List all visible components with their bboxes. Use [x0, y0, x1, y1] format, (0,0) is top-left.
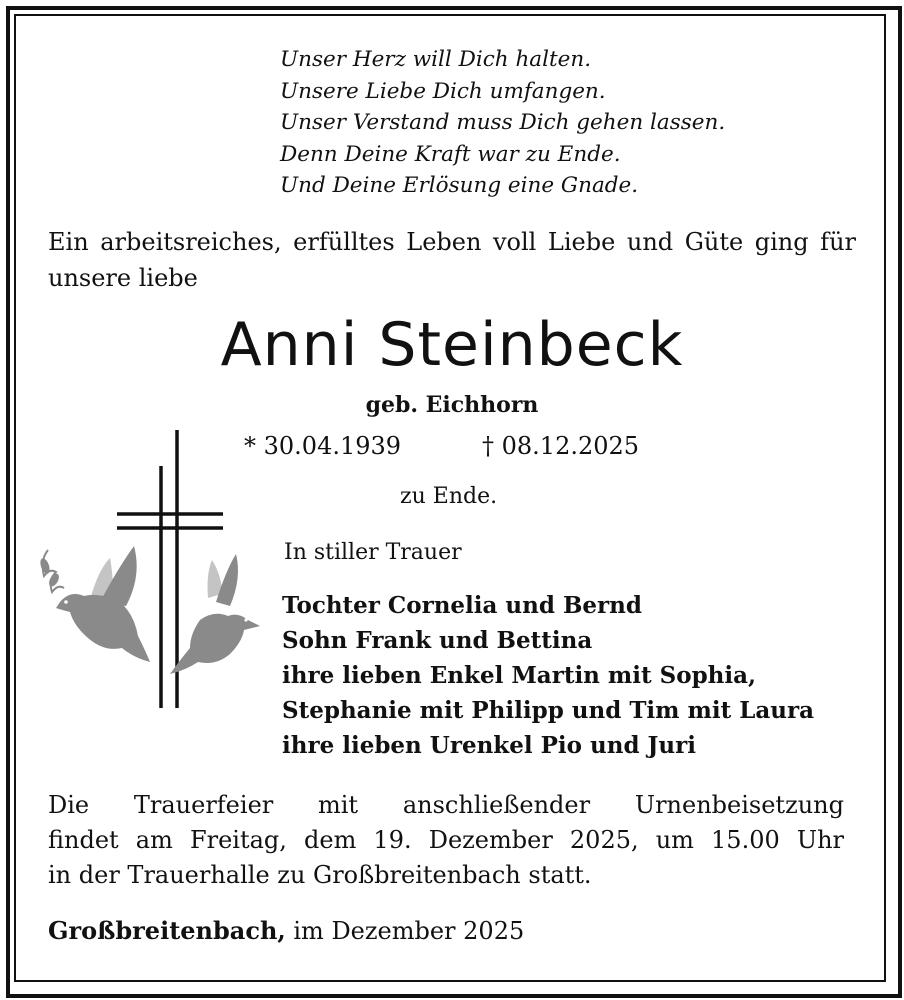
signature-place: Großbreitenbach, — [48, 916, 286, 945]
poem-line: Unser Verstand muss Dich gehen lassen. — [280, 110, 726, 135]
closing-text: zu Ende. — [400, 484, 498, 509]
intro-text: Ein arbeitsreiches, erfülltes Leben voll Liebe und Güte ging für unsere liebe — [48, 228, 856, 292]
birth-date: * 30.04.1939 — [244, 432, 402, 460]
signature-date: im Dezember 2025 — [285, 917, 525, 945]
family-list — [282, 588, 814, 763]
poem-line: Unser Herz will Dich halten. — [280, 47, 592, 72]
service-line: in der Trauerhalle zu Großbreitenbach statt. — [48, 861, 592, 889]
poem — [280, 44, 725, 202]
poem-line: Und Deine Erlösung eine Gnade. — [280, 173, 639, 198]
deceased-name: Anni Steinbeck — [220, 310, 684, 380]
family-line: Stephanie mit Philipp und Tim mit Laura — [282, 697, 815, 724]
poem-line: Unsere Liebe Dich umfangen. — [280, 78, 606, 104]
death-date: † 08.12.2025 — [482, 432, 640, 460]
mourning-label: In stiller Trauer — [284, 540, 462, 565]
family-line: Tochter Cornelia und Bernd — [282, 592, 642, 619]
family-line: Sohn Frank und Bettina — [282, 627, 593, 654]
maiden-name: geb. Eichhorn — [365, 392, 539, 418]
service-details — [48, 788, 844, 893]
service-line: findet am Freitag, dem 19. Dezember 2025, um 15.00 Uhr — [48, 826, 844, 854]
poem-line: Denn Deine Kraft war zu Ende. — [280, 141, 621, 167]
family-line: ihre lieben Enkel Martin mit Sophia, — [282, 662, 757, 689]
service-line: Die Trauerfeier mit anschließender Urnenbeisetzung — [48, 791, 844, 819]
signature — [48, 916, 524, 945]
family-line: ihre lieben Urenkel Pio und Juri — [282, 732, 696, 759]
doves-icon — [30, 540, 270, 690]
